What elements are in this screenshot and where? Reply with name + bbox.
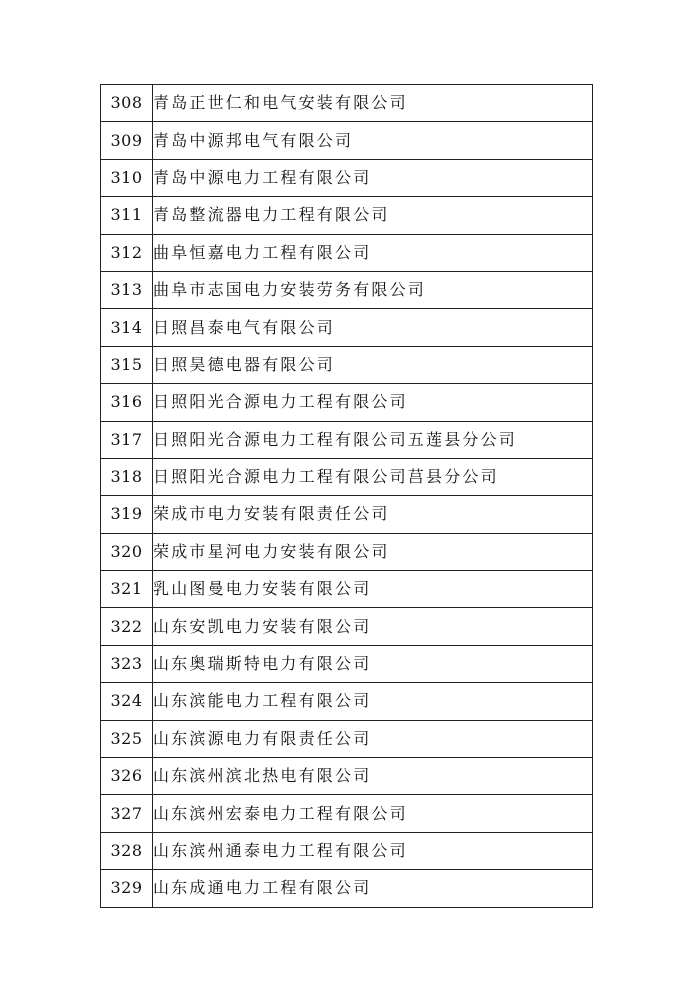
- company-name-cell: 日照阳光合源电力工程有限公司莒县分公司: [153, 458, 593, 495]
- row-number-cell: 322: [101, 608, 153, 645]
- table-row: [101, 496, 593, 533]
- company-name-cell: 青岛正世仁和电气安装有限公司: [153, 85, 593, 122]
- company-list-table: [100, 84, 593, 908]
- company-name-cell: 山东奥瑞斯特电力有限公司: [153, 645, 593, 682]
- company-name-cell: 日照阳光合源电力工程有限公司五莲县分公司: [153, 421, 593, 458]
- company-name-cell: 山东滨州通泰电力工程有限公司: [153, 832, 593, 869]
- row-number-cell: 323: [101, 645, 153, 682]
- table-row: [101, 645, 593, 682]
- row-number-cell: 316: [101, 384, 153, 421]
- company-name-cell: 山东安凯电力安装有限公司: [153, 608, 593, 645]
- table-row: [101, 571, 593, 608]
- row-number-cell: 324: [101, 683, 153, 720]
- row-number-cell: 311: [101, 197, 153, 234]
- table-row: [101, 159, 593, 196]
- table-row: [101, 421, 593, 458]
- row-number-cell: 325: [101, 720, 153, 757]
- table-row: [101, 384, 593, 421]
- table-row: [101, 271, 593, 308]
- table-row: [101, 720, 593, 757]
- table-row: [101, 608, 593, 645]
- company-name-cell: 山东成通电力工程有限公司: [153, 870, 593, 907]
- company-name-cell: 山东滨能电力工程有限公司: [153, 683, 593, 720]
- row-number-cell: 327: [101, 795, 153, 832]
- table-row: [101, 870, 593, 907]
- table-row: [101, 683, 593, 720]
- row-number-cell: 315: [101, 346, 153, 383]
- row-number-cell: 310: [101, 159, 153, 196]
- table-row: [101, 346, 593, 383]
- row-number-cell: 328: [101, 832, 153, 869]
- company-name-cell: 山东滨州宏泰电力工程有限公司: [153, 795, 593, 832]
- table-row: [101, 795, 593, 832]
- row-number-cell: 326: [101, 758, 153, 795]
- company-name-cell: 乳山图曼电力安装有限公司: [153, 571, 593, 608]
- company-name-cell: 日照昌泰电气有限公司: [153, 309, 593, 346]
- company-name-cell: 日照昊德电器有限公司: [153, 346, 593, 383]
- row-number-cell: 318: [101, 458, 153, 495]
- company-list-body: [101, 85, 593, 908]
- row-number-cell: 319: [101, 496, 153, 533]
- row-number-cell: 312: [101, 234, 153, 271]
- table-row: [101, 85, 593, 122]
- table-row: [101, 758, 593, 795]
- company-name-cell: 山东滨源电力有限责任公司: [153, 720, 593, 757]
- table-row: [101, 234, 593, 271]
- row-number-cell: 320: [101, 533, 153, 570]
- row-number-cell: 309: [101, 122, 153, 159]
- company-name-cell: 荣成市电力安装有限责任公司: [153, 496, 593, 533]
- company-name-cell: 青岛整流器电力工程有限公司: [153, 197, 593, 234]
- row-number-cell: 317: [101, 421, 153, 458]
- company-name-cell: 荣成市星河电力安装有限公司: [153, 533, 593, 570]
- company-name-cell: 日照阳光合源电力工程有限公司: [153, 384, 593, 421]
- row-number-cell: 329: [101, 870, 153, 907]
- company-name-cell: 曲阜恒嘉电力工程有限公司: [153, 234, 593, 271]
- table-row: [101, 832, 593, 869]
- table-row: [101, 309, 593, 346]
- row-number-cell: 321: [101, 571, 153, 608]
- company-name-cell: 青岛中源邦电气有限公司: [153, 122, 593, 159]
- table-row: [101, 533, 593, 570]
- company-name-cell: 山东滨州滨北热电有限公司: [153, 758, 593, 795]
- company-name-cell: 青岛中源电力工程有限公司: [153, 159, 593, 196]
- row-number-cell: 313: [101, 271, 153, 308]
- table-row: [101, 122, 593, 159]
- table-row: [101, 458, 593, 495]
- table-row: [101, 197, 593, 234]
- company-name-cell: 曲阜市志国电力安装劳务有限公司: [153, 271, 593, 308]
- row-number-cell: 314: [101, 309, 153, 346]
- row-number-cell: 308: [101, 85, 153, 122]
